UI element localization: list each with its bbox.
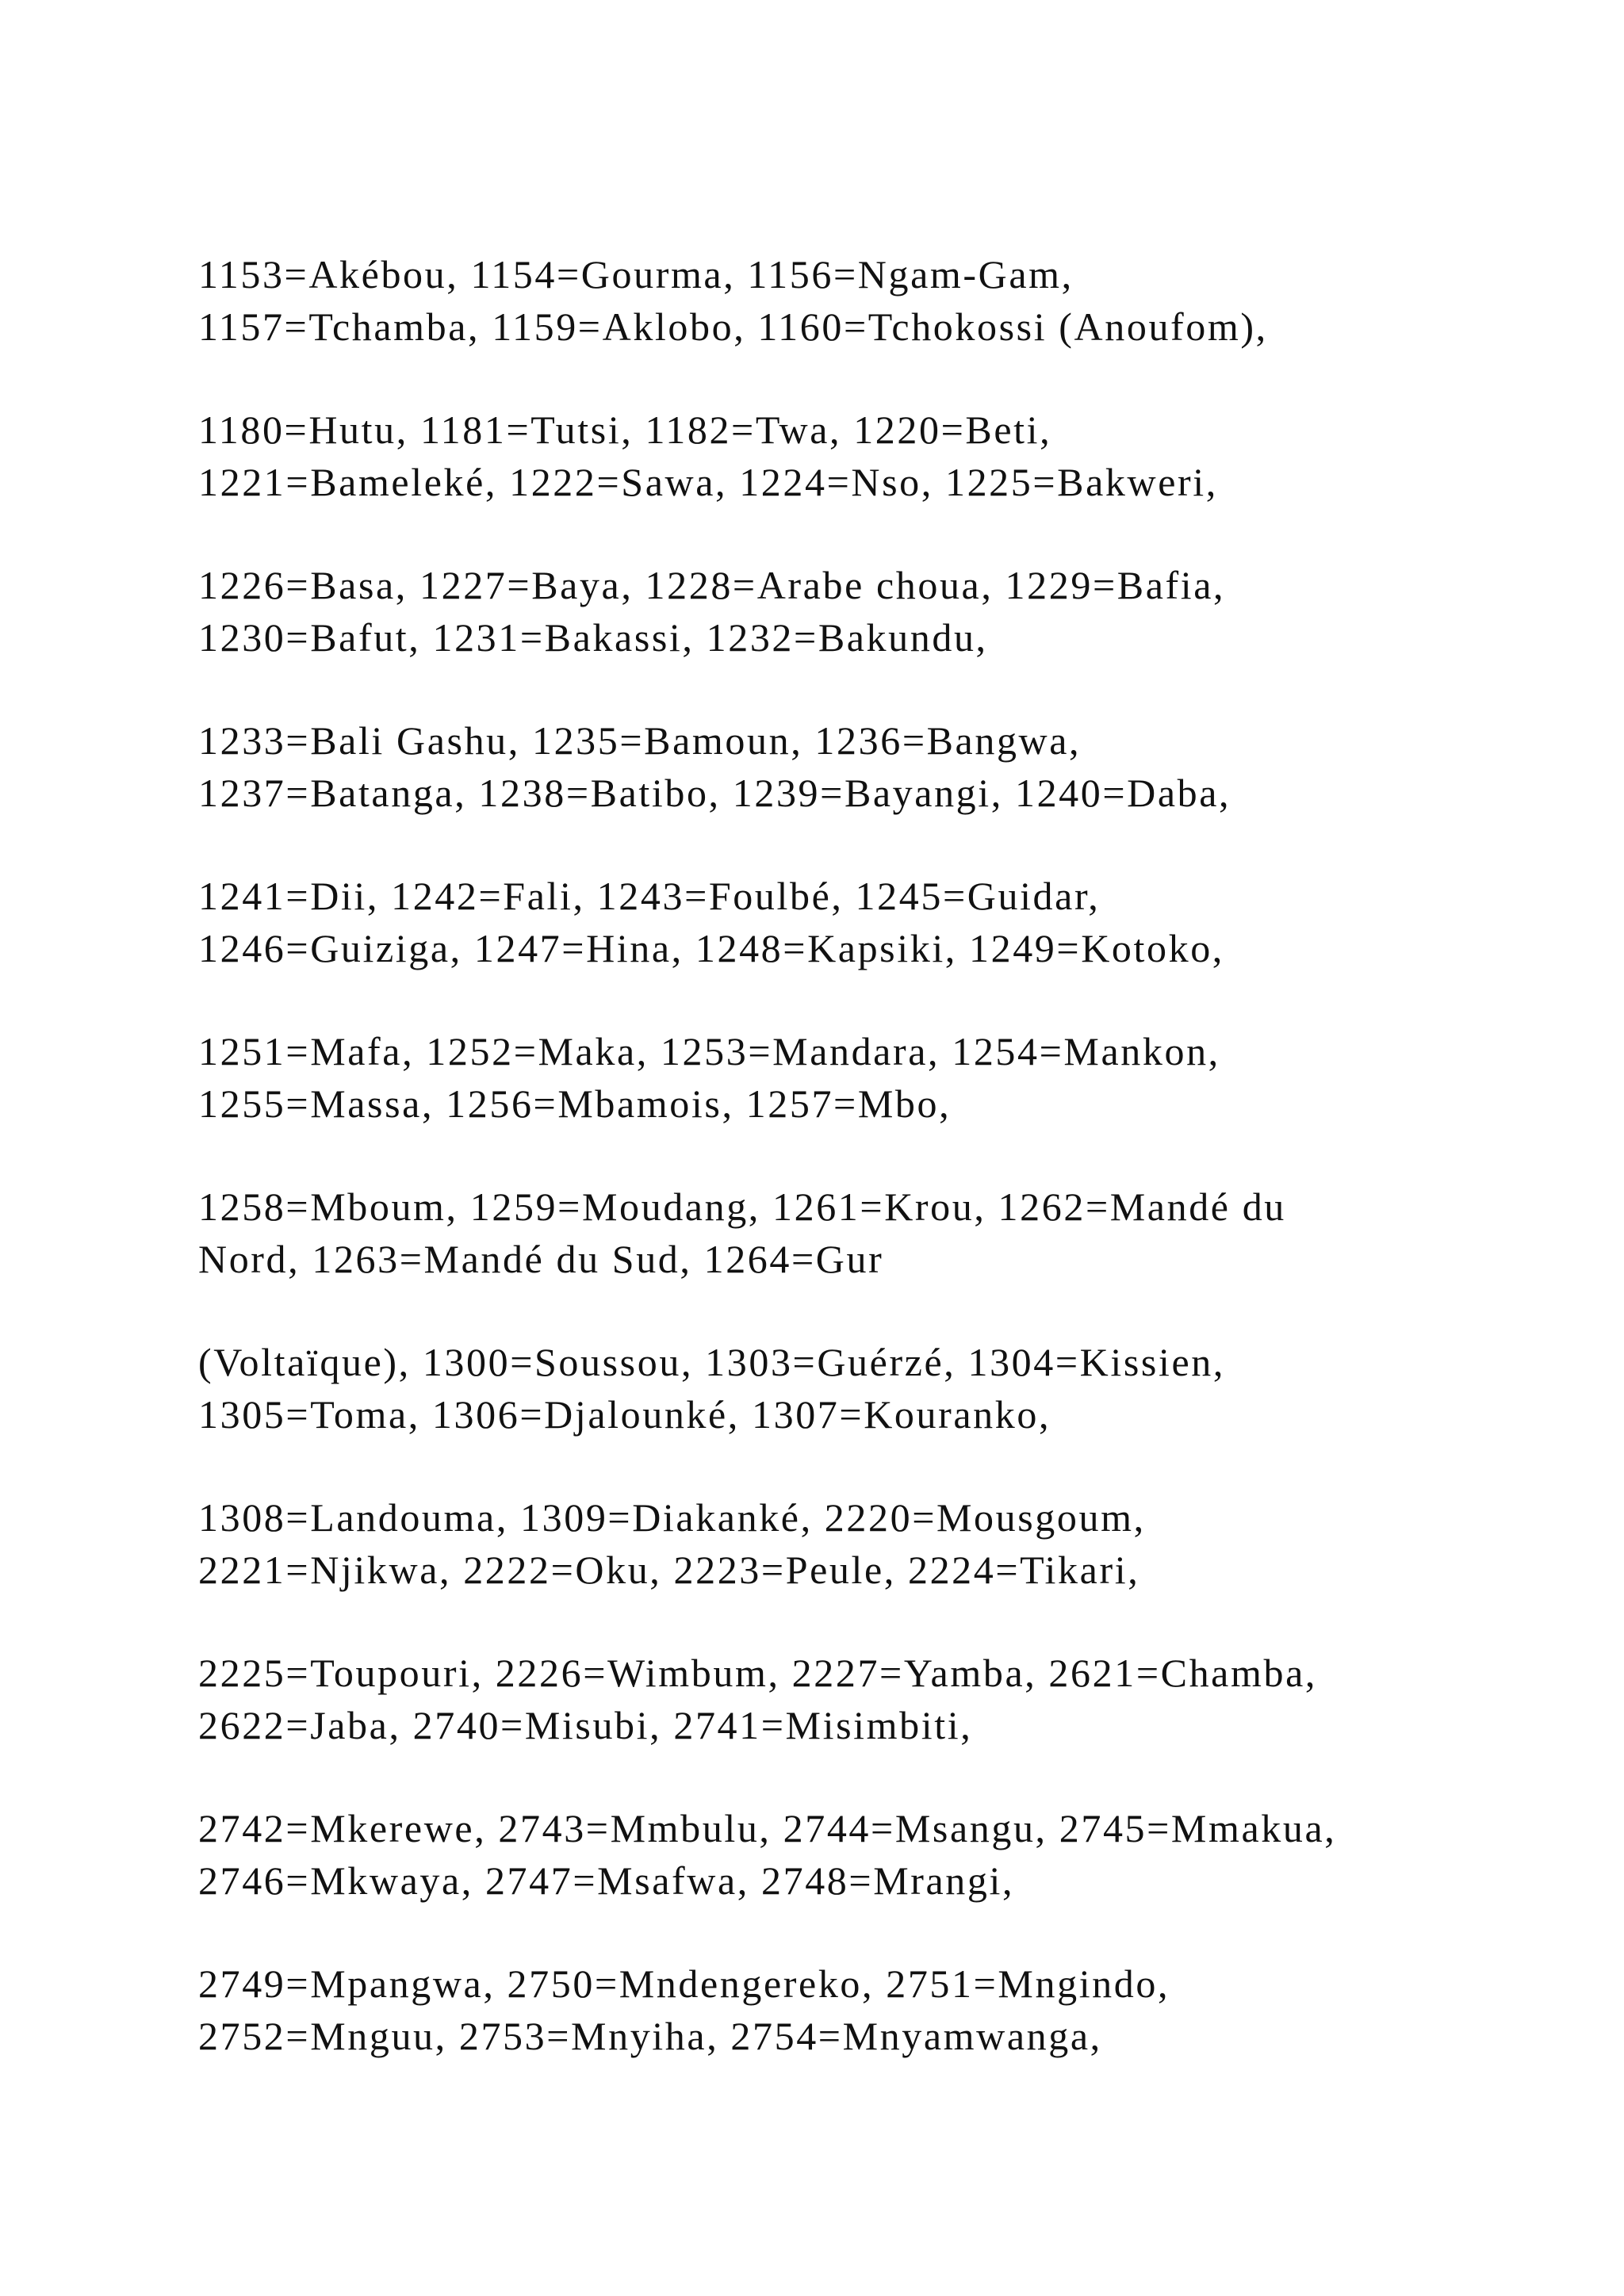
paragraph [198,870,1483,974]
paragraph [198,1647,1483,1751]
text-line: 1237=Batanga, 1238=Batibo, 1239=Bayangi, 1240=Daba, [198,771,1231,815]
text-line: 1308=Landouma, 1309=Diakanké, 2220=Mousgoum, [198,1495,1146,1540]
text-line: 1246=Guiziga, 1247=Hina, 1248=Kapsiki, 1249=Kotoko, [198,926,1224,970]
paragraph [198,1336,1483,1441]
text-line: 1258=Mboum, 1259=Moudang, 1261=Krou, 1262=Mandé du [198,1184,1286,1229]
text-line: 2746=Mkwaya, 2747=Msafwa, 2748=Mrangi, [198,1858,1015,1903]
text-line: 1241=Dii, 1242=Fali, 1243=Foulbé, 1245=Guidar, [198,874,1101,918]
text-line: 2622=Jaba, 2740=Misubi, 2741=Misimbiti, [198,1703,973,1747]
text-line: Nord, 1263=Mandé du Sud, 1264=Gur [198,1237,884,1281]
paragraph [198,248,1483,353]
paragraph [198,559,1483,664]
paragraph [198,1802,1483,1907]
text-line: 1255=Massa, 1256=Mbamois, 1257=Mbo, [198,1081,952,1126]
paragraph [198,1491,1483,1596]
document-body [198,248,1483,2113]
text-line: 1230=Bafut, 1231=Bakassi, 1232=Bakundu, [198,615,988,660]
text-line: 2742=Mkerewe, 2743=Mmbulu, 2744=Msangu, 2745=Mmakua, [198,1806,1337,1850]
paragraph [198,714,1483,819]
text-line: 1180=Hutu, 1181=Tutsi, 1182=Twa, 1220=Beti, [198,408,1052,452]
text-line: 1251=Mafa, 1252=Maka, 1253=Mandara, 1254=Mankon, [198,1029,1220,1073]
text-line: 1157=Tchamba, 1159=Aklobo, 1160=Tchokossi (Anoufom), [198,304,1268,349]
paragraph [198,1957,1483,2062]
text-line: 2749=Mpangwa, 2750=Mndengereko, 2751=Mngindo, [198,1961,1170,2006]
text-line: 2221=Njikwa, 2222=Oku, 2223=Peule, 2224=Tikari, [198,1548,1140,1592]
paragraph [198,1181,1483,1285]
text-line: 2225=Toupouri, 2226=Wimbum, 2227=Yamba, 2621=Chamba, [198,1651,1317,1695]
text-line: 1305=Toma, 1306=Djalounké, 1307=Kouranko, [198,1392,1051,1437]
text-line: 1153=Akébou, 1154=Gourma, 1156=Ngam-Gam, [198,252,1074,297]
text-line: 2752=Mnguu, 2753=Mnyiha, 2754=Mnyamwanga, [198,2014,1102,2058]
text-line: 1226=Basa, 1227=Baya, 1228=Arabe choua, 1229=Bafia, [198,563,1226,607]
paragraph [198,1025,1483,1130]
paragraph [198,404,1483,508]
text-line: (Voltaïque), 1300=Soussou, 1303=Guérzé, 1304=Kissien, [198,1340,1225,1384]
text-line: 1233=Bali Gashu, 1235=Bamoun, 1236=Bangwa, [198,718,1082,763]
text-line: 1221=Bameleké, 1222=Sawa, 1224=Nso, 1225=Bakweri, [198,460,1218,504]
